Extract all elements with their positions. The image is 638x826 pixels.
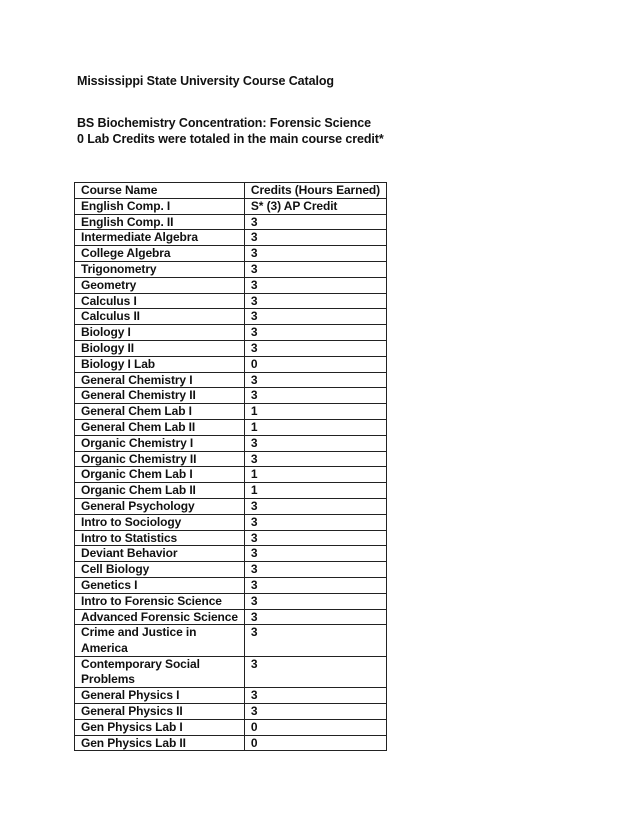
credits-cell: 3 (244, 277, 386, 293)
credits-cell: 0 (244, 719, 386, 735)
table-row (75, 419, 387, 435)
credits-cell: 3 (244, 625, 386, 656)
table-row (75, 451, 387, 467)
table-row (75, 625, 387, 656)
table-row (75, 388, 387, 404)
course-name-cell: Organic Chemistry I (75, 435, 245, 451)
course-name-cell: English Comp. II (75, 214, 245, 230)
credits-cell: 1 (244, 483, 386, 499)
table-row (75, 577, 387, 593)
credits-cell: 3 (244, 325, 386, 341)
course-name-cell: Calculus II (75, 309, 245, 325)
table-row (75, 498, 387, 514)
credits-cell: 0 (244, 356, 386, 372)
course-name-cell: Trigonometry (75, 261, 245, 277)
table-row (75, 656, 387, 687)
credits-cell: 3 (244, 593, 386, 609)
table-row (75, 609, 387, 625)
credits-cell: 3 (244, 293, 386, 309)
course-name-cell: Biology I Lab (75, 356, 245, 372)
course-name-cell: Genetics I (75, 577, 245, 593)
course-name-cell: General Chem Lab I (75, 404, 245, 420)
credits-cell: 3 (244, 514, 386, 530)
table-row (75, 309, 387, 325)
credits-cell: 3 (244, 261, 386, 277)
table-row (75, 483, 387, 499)
course-name-cell: Intro to Statistics (75, 530, 245, 546)
credits-cell: 3 (244, 309, 386, 325)
credits-cell: 3 (244, 372, 386, 388)
course-name-cell: Gen Physics Lab II (75, 735, 245, 751)
credits-cell: 0 (244, 735, 386, 751)
credits-cell: 3 (244, 577, 386, 593)
column-header-course-name: Course Name (75, 183, 245, 199)
credits-cell: 3 (244, 451, 386, 467)
course-name-cell: Deviant Behavior (75, 546, 245, 562)
table-row (75, 372, 387, 388)
column-header-credits: Credits (Hours Earned) (244, 183, 386, 199)
table-row (75, 593, 387, 609)
course-name-cell: Gen Physics Lab I (75, 719, 245, 735)
course-name-cell: General Psychology (75, 498, 245, 514)
credits-cell: 3 (244, 498, 386, 514)
table-row (75, 325, 387, 341)
table-row (75, 198, 387, 214)
credits-cell: 3 (244, 246, 386, 262)
credits-cell: 3 (244, 546, 386, 562)
table-row (75, 546, 387, 562)
credits-cell: 3 (244, 230, 386, 246)
table-row (75, 435, 387, 451)
table-row (75, 404, 387, 420)
credits-cell: 1 (244, 404, 386, 420)
credits-cell: 3 (244, 703, 386, 719)
document-title: Mississippi State University Course Catalog (77, 74, 334, 88)
credits-cell: 3 (244, 340, 386, 356)
table-row (75, 688, 387, 704)
course-name-cell: Geometry (75, 277, 245, 293)
course-name-cell: English Comp. I (75, 198, 245, 214)
table-row (75, 467, 387, 483)
course-name-cell: Organic Chem Lab II (75, 483, 245, 499)
table-row (75, 340, 387, 356)
table-row (75, 703, 387, 719)
credits-cell: S* (3) AP Credit (244, 198, 386, 214)
course-name-cell: Organic Chem Lab I (75, 467, 245, 483)
table-row (75, 246, 387, 262)
credits-cell: 1 (244, 419, 386, 435)
course-name-cell: Calculus I (75, 293, 245, 309)
credits-cell: 3 (244, 388, 386, 404)
credits-cell: 3 (244, 435, 386, 451)
concentration-heading: BS Biochemistry Concentration: Forensic Science (77, 116, 371, 130)
credits-cell: 3 (244, 609, 386, 625)
credit-note: 0 Lab Credits were totaled in the main course credit* (77, 132, 384, 146)
course-name-cell: Organic Chemistry II (75, 451, 245, 467)
table-row (75, 735, 387, 751)
table-row (75, 261, 387, 277)
course-name-cell: Biology II (75, 340, 245, 356)
course-name-cell: Biology I (75, 325, 245, 341)
table-row (75, 530, 387, 546)
table-row (75, 277, 387, 293)
credits-cell: 3 (244, 562, 386, 578)
table-header-row (75, 183, 387, 199)
course-name-cell: General Chemistry II (75, 388, 245, 404)
course-name-cell: Contemporary Social Problems (75, 656, 245, 687)
table-row (75, 293, 387, 309)
table-row (75, 514, 387, 530)
credits-cell: 3 (244, 530, 386, 546)
table-row (75, 562, 387, 578)
credits-cell: 3 (244, 656, 386, 687)
course-name-cell: Crime and Justice in America (75, 625, 245, 656)
table-row (75, 356, 387, 372)
table-row (75, 719, 387, 735)
credits-cell: 3 (244, 214, 386, 230)
course-name-cell: General Physics II (75, 703, 245, 719)
table-row (75, 230, 387, 246)
credits-cell: 3 (244, 688, 386, 704)
course-name-cell: Cell Biology (75, 562, 245, 578)
course-name-cell: Advanced Forensic Science (75, 609, 245, 625)
credits-cell: 1 (244, 467, 386, 483)
course-name-cell: General Chem Lab II (75, 419, 245, 435)
course-name-cell: College Algebra (75, 246, 245, 262)
course-name-cell: Intro to Forensic Science (75, 593, 245, 609)
course-name-cell: Intro to Sociology (75, 514, 245, 530)
course-table (74, 182, 387, 751)
course-name-cell: General Chemistry I (75, 372, 245, 388)
course-name-cell: Intermediate Algebra (75, 230, 245, 246)
table-row (75, 214, 387, 230)
course-name-cell: General Physics I (75, 688, 245, 704)
